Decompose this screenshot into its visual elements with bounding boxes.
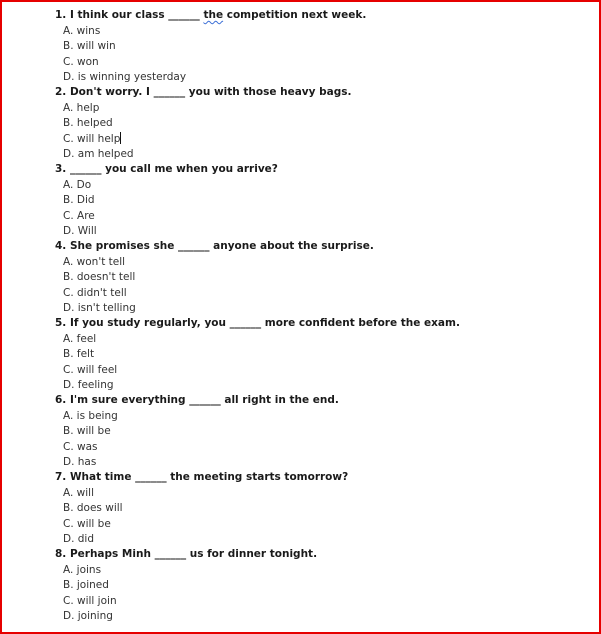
question-8: 8. Perhaps Minh ______ us for dinner tonight. [55,548,318,560]
q7-option-b: B. does will [63,502,123,514]
q4-option-d: D. isn't telling [63,302,136,314]
question-1 [55,8,366,22]
q2-option-c [63,132,121,146]
question-1-suffix: competition next week. [223,9,367,21]
q2-option-b: B. helped [63,117,113,129]
q4-option-a: A. won't tell [63,256,126,268]
question-5: 5. If you study regularly, you ______ more confident before the exam. [55,317,460,329]
q6-option-b: B. will be [63,425,111,437]
q4-option-b: B. doesn't tell [63,271,136,283]
q8-option-c: C. will join [63,595,117,607]
spellcheck-word[interactable]: the [203,9,224,21]
q5-option-d: D. feeling [63,379,114,391]
q3-option-a: A. Do [63,179,92,191]
q6-option-a: A. is being [63,410,118,422]
q5-option-b: B. felt [63,348,95,360]
question-6: 6. I'm sure everything ______ all right in the end. [55,394,339,406]
q2-option-d: D. am helped [63,148,134,160]
q6-option-d: D. has [63,456,97,468]
q1-option-d: D. is winning yesterday [63,71,187,83]
q7-option-a: A. will [63,487,95,499]
text-cursor [120,132,121,144]
q8-option-d: D. joining [63,610,113,622]
q1-option-a: A. wins [63,25,101,37]
q3-option-b: B. Did [63,194,95,206]
question-2: 2. Don't worry. I ______ you with those heavy bags. [55,86,352,98]
q2-option-a: A. help [63,102,100,114]
q5-option-a: A. feel [63,333,97,345]
q8-option-b: B. joined [63,579,109,591]
q7-option-c: C. will be [63,518,111,530]
q1-option-b: B. will win [63,40,116,52]
q4-option-c: C. didn't tell [63,287,127,299]
q5-option-c: C. will feel [63,364,118,376]
question-4: 4. She promises she ______ anyone about the surprise. [55,240,374,252]
q6-option-c: C. was [63,441,98,453]
q2-option-c-text: C. will help [63,133,121,145]
question-7: 7. What time ______ the meeting starts tomorrow? [55,471,349,483]
question-1-prefix: 1. I think our class ______ [55,9,204,21]
question-3: 3. ______ you call me when you arrive? [55,163,278,175]
q7-option-d: D. did [63,533,95,545]
q8-option-a: A. joins [63,564,102,576]
q1-option-c: C. won [63,56,99,68]
q3-option-c: C. Are [63,210,95,222]
q3-option-d: D. Will [63,225,97,237]
